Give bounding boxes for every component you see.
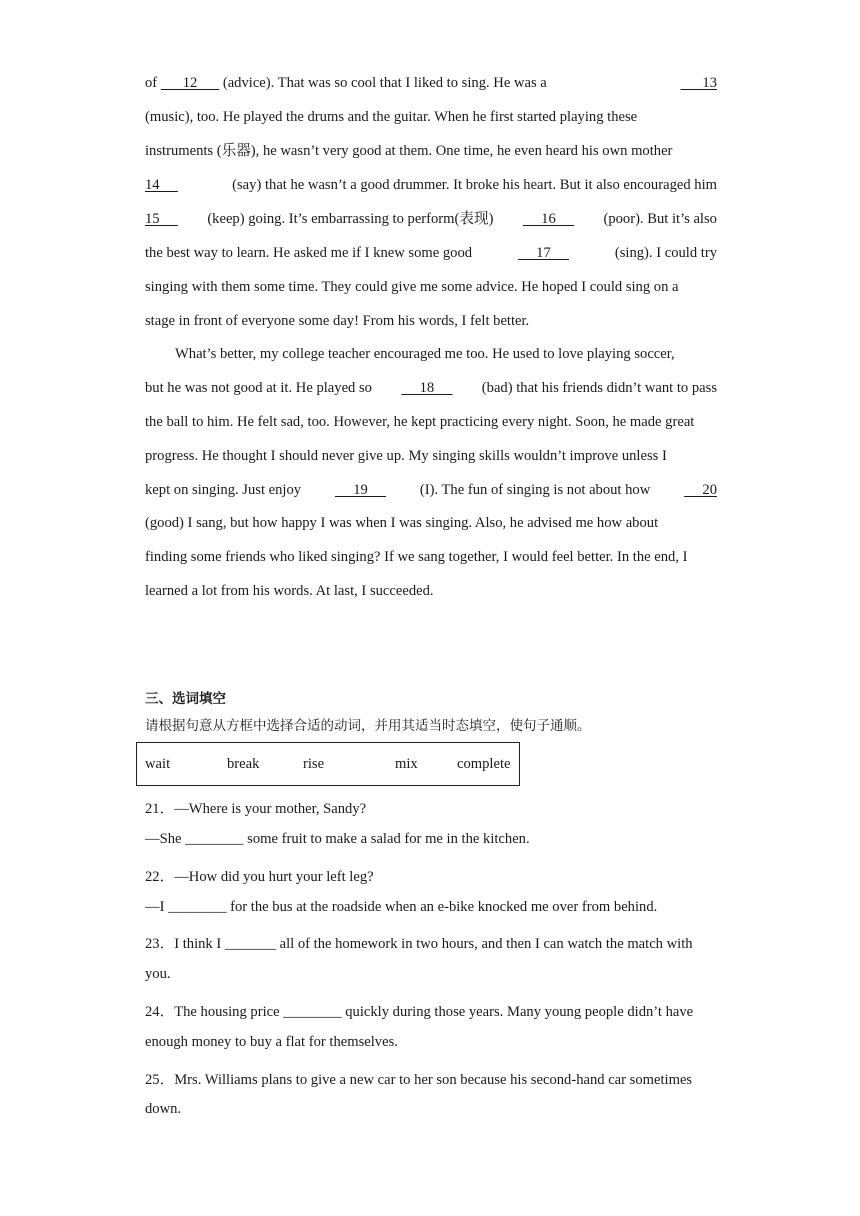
section-title: 三、选词填空 — [145, 691, 226, 707]
blank-20[interactable]: 20 — [684, 482, 717, 498]
answer-blank-23[interactable]: _______ — [224, 936, 276, 952]
question-21: 21．—Where is your mother, Sandy? — [145, 801, 367, 817]
passage-line: but he was not good at it. He played so 18 (bad) that his friends didn’t want to pass — [145, 380, 717, 396]
passage-line: singing with them some time. They could give me some advice. He hoped I could sing on a — [145, 279, 679, 295]
blank-18[interactable]: 18 — [401, 380, 453, 396]
section-instruction: 请根据句意从方框中选择合适的动词，并用其适当时态填空，使句子通顺。 — [145, 718, 591, 734]
passage-line: the best way to learn. He asked me if I knew some good 17 (sing). I could try — [145, 245, 717, 261]
question-24: 24．The housing price ________ quickly during those years. Many young people didn’t have — [145, 1004, 694, 1020]
passage-line: (music), too. He played the drums and the guitar. When he first started playing these — [145, 109, 638, 125]
question-25: 25．Mrs. Williams plans to give a new car to her son because his second-hand car sometimes — [145, 1072, 693, 1088]
passage-line: the ball to him. He felt sad, too. However, he kept practicing every night. Soon, he made great — [145, 414, 695, 430]
passage-line: (good) I sang, but how happy I was when I was singing. Also, he advised me how about — [145, 515, 659, 531]
blank-16[interactable]: 16 — [522, 211, 574, 227]
word-option: break — [227, 756, 260, 772]
blank-17[interactable]: 17 — [517, 245, 569, 261]
passage-line: stage in front of everyone some day! From his words, I felt better. — [145, 313, 530, 329]
question-24-cont: enough money to buy a flat for themselves. — [145, 1034, 398, 1050]
passage-line: finding some friends who liked singing? If we sang together, I would feel better. In the end, I — [145, 549, 688, 565]
answer-blank-22[interactable]: ________ — [168, 899, 227, 915]
word-option: wait — [145, 756, 171, 772]
word-option: mix — [395, 756, 418, 772]
blank-12[interactable]: 12 — [160, 75, 220, 91]
passage-line: What’s better, my college teacher encouraged me too. He used to love playing soccer, — [175, 346, 675, 362]
blank-15[interactable]: 15 — [145, 211, 178, 227]
word-option: complete — [457, 756, 511, 772]
blank-19[interactable]: 19 — [334, 482, 387, 498]
passage-line: progress. He thought I should never give up. My singing skills wouldn’t improve unless I — [145, 448, 667, 464]
passage-line: kept on singing. Just enjoy 19 (I). The fun of singing is not about how 20 — [145, 482, 717, 498]
blank-13[interactable]: 13 — [680, 75, 717, 91]
passage-line: 14 (say) that he wasn’t a good drummer. It broke his heart. But it also encouraged him — [145, 177, 717, 193]
passage-line: of 12 (advice). That was so cool that I liked to sing. He was a 13 — [145, 75, 717, 91]
passage-line: learned a lot from his words. At last, I succeeded. — [145, 583, 434, 599]
passage-line: 15 (keep) going. It’s embarrassing to perform(表现) 16 (poor). But it’s also — [145, 211, 717, 227]
question-23-cont: you. — [145, 966, 171, 982]
question-22-answer-line: —I ________ for the bus at the roadside when an e-bike knocked me over from behind. — [145, 899, 658, 915]
question-23: 23．I think I _______ all of the homework in two hours, and then I can watch the match with — [145, 936, 693, 952]
question-21-answer-line: —She ________ some fruit to make a salad for me in the kitchen. — [145, 831, 530, 847]
blank-14[interactable]: 14 — [145, 177, 178, 193]
word-option: rise — [303, 756, 325, 772]
passage-line: instruments (乐器), he wasn’t very good at them. One time, he even heard his own mother — [145, 143, 673, 159]
question-22: 22．—How did you hurt your left leg? — [145, 869, 374, 885]
question-25-cont: down. — [145, 1101, 182, 1117]
word-bank-box — [136, 742, 520, 786]
answer-blank-24[interactable]: ________ — [283, 1004, 342, 1020]
answer-blank-21[interactable]: ________ — [185, 831, 244, 847]
